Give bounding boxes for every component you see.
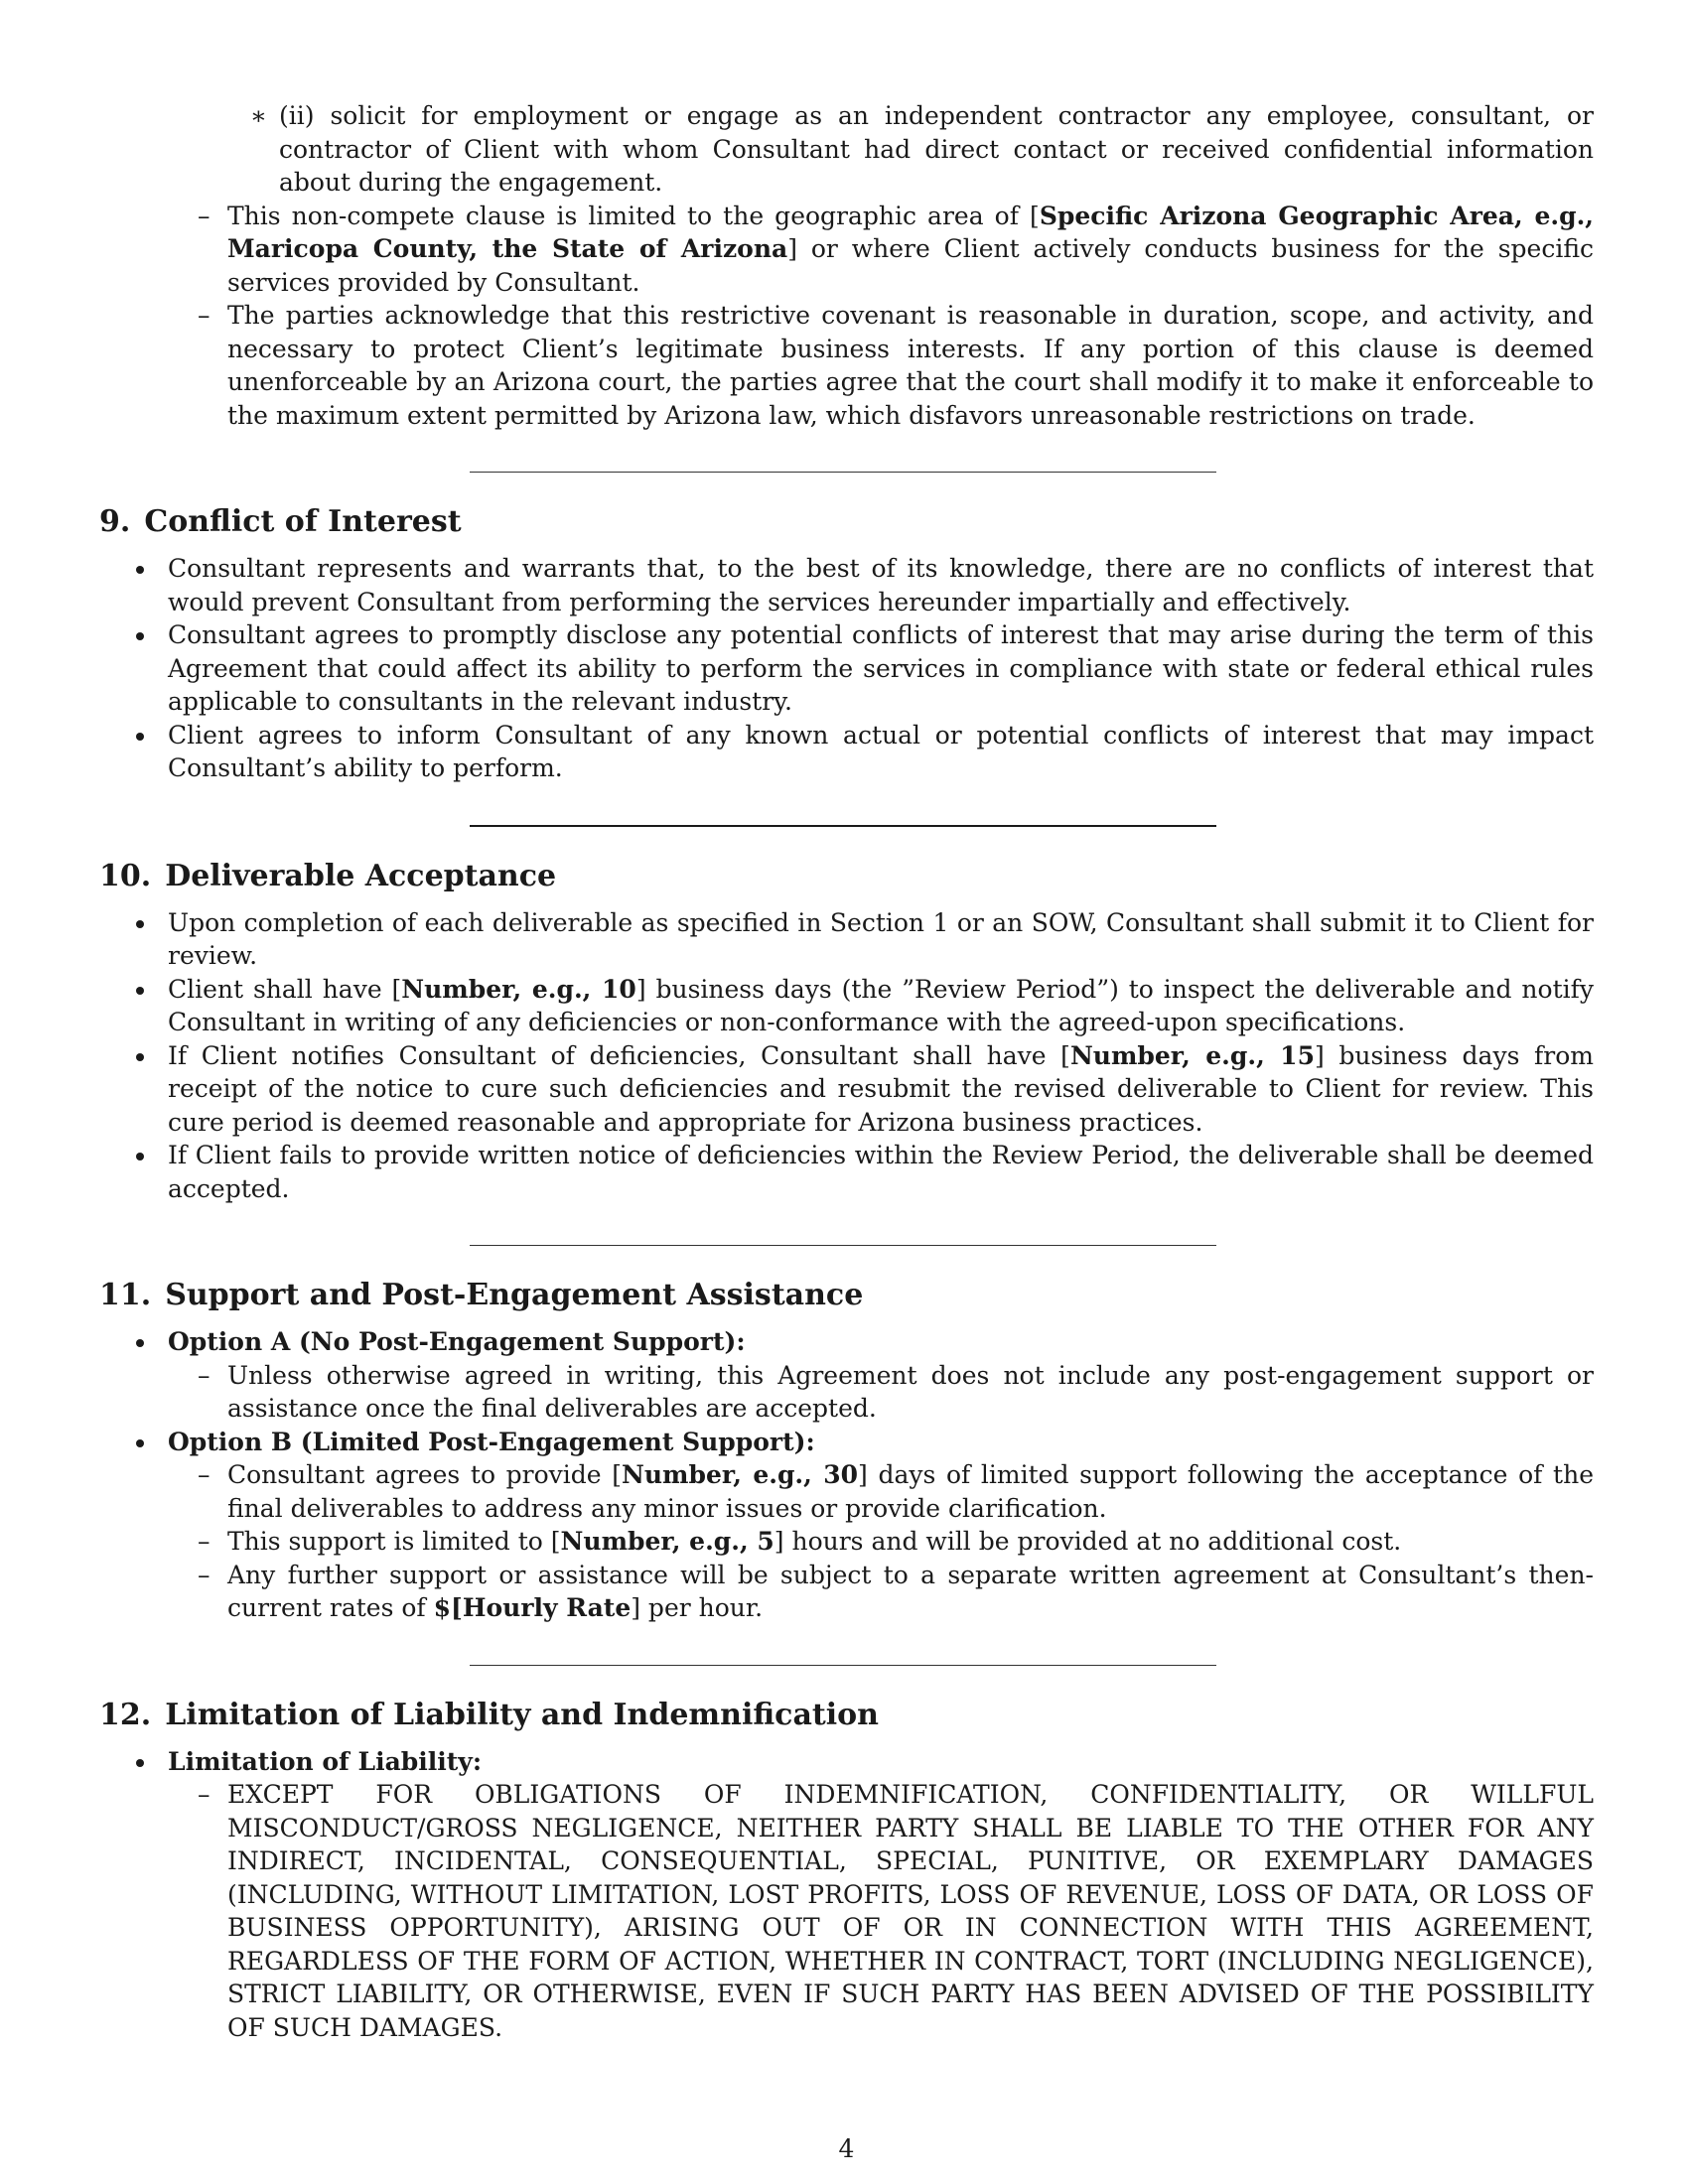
list-item-acknowledgment	[99, 299, 1594, 432]
list-item	[99, 1139, 1594, 1205]
placeholder-text: Number, e.g., 5	[560, 1527, 774, 1556]
option-label: Option B (Limited Post-Engagement Support):	[168, 1427, 815, 1456]
list-item	[99, 1039, 1594, 1140]
clause-text: ] business days (the ”Review Period”) to inspect the deliverable and notify Consultant in writing of any deficiencies or non-conformance with the agreed-upon specifications.	[168, 974, 1594, 1036]
clause-text: Unless otherwise agreed in writing, this Agreement does not include any post-engagement support or assistance once the final deliverables are accepted.	[227, 1360, 1594, 1423]
star-marker: ∗	[250, 101, 267, 130]
placeholder-text: Number, e.g., 10	[401, 974, 636, 1004]
clause-text: Consultant represents and warrants that, to the best of its knowledge, there are no conflicts of interest that would prevent Consultant from performing the services hereunder impartially and effectively.	[168, 554, 1594, 616]
page-number: 4	[838, 2134, 855, 2163]
list-item	[99, 1359, 1594, 1426]
clause-text: ] business days from receipt of the notice to cure such deficiencies and resubmit the revised deliverable to Client for review. This cure period is deemed reasonable and appropriate for Arizona business practices.	[168, 1040, 1595, 1137]
list-item	[99, 618, 1594, 719]
clause-text: Consultant agrees to provide [	[227, 1460, 622, 1489]
placeholder-text: $[Hourly Rate	[433, 1593, 632, 1622]
clause-text: Any further support or assistance will be subject to a separate written agreement at Consultant’s then-current rates of	[227, 1560, 1594, 1622]
clause-text: This non-compete clause is limited to the geographic area of [	[227, 201, 1040, 230]
placeholder-text: Number, e.g., 15	[1069, 1040, 1315, 1070]
placeholder-text: Specific Arizona Geographic Area, e.g., Maricopa County, the State of Arizona	[227, 201, 1595, 263]
option-label: Limitation of Liability:	[168, 1746, 483, 1776]
list-item	[99, 1559, 1594, 1625]
list-item-geographic-area	[99, 200, 1594, 300]
section-number: 11.	[99, 1278, 152, 1312]
section-number: 10.	[99, 858, 152, 893]
clause-text: If Client fails to provide written notice of deficiencies within the Review Period, the deliverable shall be deemed accepted.	[168, 1141, 1594, 1203]
clause-text: This support is limited to [	[227, 1527, 561, 1556]
bullet-icon	[136, 1053, 144, 1061]
section-divider	[470, 825, 1216, 827]
bullet-icon	[136, 1339, 144, 1347]
list-item-option-b	[99, 1426, 1594, 1459]
clause-text: If Client notifies Consultant of deficiencies, Consultant shall have [	[168, 1040, 1070, 1070]
list-item	[99, 1778, 1594, 2044]
list-item	[99, 1458, 1594, 1525]
section-number: 9.	[99, 504, 131, 539]
clause-text: Consultant agrees to promptly disclose any potential conflicts of interest that may arise during the term of this Agreement that could affect its ability to perform the services in compliance with state or federal ethical rules applicable to consultants in the relevant industry.	[168, 620, 1594, 716]
section-heading-12	[99, 1696, 1594, 1735]
clause-text: ] per hour.	[631, 1593, 764, 1622]
clause-text: (ii) solicit for employment or engage as an independent contractor any employee, consultant, or contractor of Client with whom Consultant had direct contact or received confidential information about during the engagement.	[279, 101, 1594, 197]
placeholder-text: Number, e.g., 30	[622, 1460, 859, 1489]
clause-text: ] days of limited support following the acceptance of the final deliverables to address any minor issues or provide clarification.	[227, 1460, 1594, 1523]
clause-text: ] hours and will be provided at no additional cost.	[774, 1527, 1402, 1556]
dash-marker: –	[198, 1560, 211, 1589]
clause-text: ] or where Client actively conducts business for the specific services provided by Consultant.	[227, 234, 1595, 297]
dash-marker: –	[198, 1360, 211, 1390]
list-item-option-a	[99, 1325, 1594, 1359]
list-item	[99, 719, 1594, 785]
section-divider	[470, 1665, 1216, 1666]
section-divider	[470, 1245, 1216, 1246]
section-number: 12.	[99, 1697, 152, 1732]
list-item	[99, 1525, 1594, 1559]
bullet-icon	[136, 733, 144, 741]
dash-marker: –	[198, 1780, 211, 1809]
dash-marker: –	[198, 201, 211, 230]
section-title: Limitation of Liability and Indemnification	[165, 1697, 879, 1732]
bullet-icon	[136, 920, 144, 928]
document-page	[99, 99, 1594, 2164]
bullet-icon	[136, 1759, 144, 1767]
dash-marker: –	[198, 1460, 211, 1489]
list-item	[99, 552, 1594, 618]
section-divider	[470, 472, 1216, 473]
section-heading-10	[99, 857, 1594, 896]
clause-text: EXCEPT FOR OBLIGATIONS OF INDEMNIFICATION, CONFIDENTIALITY, OR WILLFUL MISCONDUCT/GROSS NEGLIGENCE, NEITHER PARTY SHALL BE LIABLE TO THE OTHER FOR ANY INDIRECT, INCIDENTAL, CONSEQUENTIAL, SPECIAL, PUNITIVE, OR EXEMPLARY DAMAGES (INCLUDING, WITHOUT LIMITATION, LOST PROFITS, LOSS OF REVENUE, LOSS OF DATA, OR LOSS OF BUSINESS OPPORTUNITY), ARISING OUT OF OR IN CONNECTION WITH THIS AGREEMENT, REGARDLESS OF THE FORM OF ACTION, WHETHER IN CONTRACT, TORT (INCLUDING NEGLIGENCE), STRICT LIABILITY, OR OTHERWISE, EVEN IF SUCH PARTY HAS BEEN ADVISED OF THE POSSIBILITY OF SUCH DAMAGES.	[227, 1780, 1594, 2042]
clause-text: The parties acknowledge that this restrictive covenant is reasonable in duration, scope, and activity, and necessary to protect Client’s legitimate business interests. If any portion of this clause is deemed unenforceable by an Arizona court, the parties agree that the court shall modify it to make it enforceable to the maximum extent permitted by Arizona law, which disfavors unreasonable restrictions on trade.	[227, 301, 1594, 430]
clause-text: Upon completion of each deliverable as specified in Section 1 or an SOW, Consultant shall submit it to Client for review.	[168, 907, 1594, 970]
option-label: Option A (No Post-Engagement Support):	[168, 1327, 746, 1356]
section-heading-11	[99, 1276, 1594, 1315]
dash-marker: –	[198, 301, 211, 330]
clause-text: Client shall have [	[168, 974, 402, 1004]
dash-marker: –	[198, 1527, 211, 1556]
clause-text: Client agrees to inform Consultant of any known actual or potential conflicts of interest that may impact Consultant’s ability to perform.	[168, 720, 1594, 782]
section-title: Support and Post-Engagement Assistance	[165, 1278, 864, 1312]
bullet-icon	[136, 987, 144, 995]
section-title: Deliverable Acceptance	[165, 858, 557, 893]
bullet-icon	[136, 566, 144, 574]
list-item-limitation	[99, 1745, 1594, 1779]
bullet-icon	[136, 1439, 144, 1447]
list-item	[99, 906, 1594, 973]
list-item	[99, 973, 1594, 1039]
section-heading-9	[99, 502, 1594, 542]
bullet-icon	[136, 1153, 144, 1160]
bullet-icon	[136, 632, 144, 640]
list-item-sub-ii	[99, 99, 1594, 200]
section-title: Conflict of Interest	[144, 504, 462, 539]
